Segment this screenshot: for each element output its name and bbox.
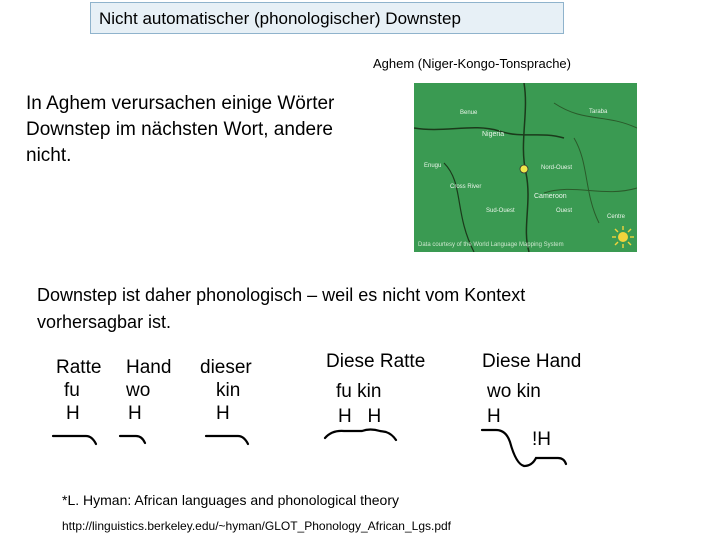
map-label-enugu: Enugu bbox=[424, 163, 442, 169]
phrase-diese-ratte-tones: H H bbox=[338, 406, 382, 427]
map-label-nord-ouest: Nord-Ouest bbox=[541, 165, 573, 171]
sun-logo-icon bbox=[612, 226, 634, 248]
phrase-diese-ratte-gloss: fu kin bbox=[336, 381, 382, 402]
word-ratte: Ratte bbox=[56, 357, 102, 378]
tone-hand: H bbox=[128, 403, 142, 424]
phrase-diese-hand-tone-high: H bbox=[487, 406, 501, 427]
tone-ratte: H bbox=[66, 403, 80, 424]
slide-title: Nicht automatischer (phonologischer) Downstep bbox=[90, 2, 564, 34]
tone-contour-diese-ratte bbox=[322, 424, 402, 444]
word-hand: Hand bbox=[126, 357, 172, 378]
language-map bbox=[414, 83, 637, 252]
map-caption: Aghem (Niger-Kongo-Tonsprache) bbox=[373, 56, 571, 71]
map-credit: Data courtesy of the World Language Mapping System bbox=[418, 242, 564, 248]
phrase-diese-hand: Diese Hand bbox=[482, 351, 582, 372]
gloss-fu: fu bbox=[64, 380, 80, 401]
tone-contour-dieser bbox=[204, 430, 254, 450]
phrase-diese-ratte: Diese Ratte bbox=[326, 351, 426, 372]
reference: *L. Hyman: African languages and phonological theory bbox=[62, 492, 399, 508]
intro-text: In Aghem verursachen einige Wörter Downstep im nächsten Wort, andere nicht. bbox=[26, 93, 335, 166]
tone-contour-hand bbox=[118, 430, 148, 450]
map-label-cameroon: Cameroon bbox=[534, 193, 567, 200]
map-label-sud-ouest: Sud-Ouest bbox=[486, 208, 515, 214]
tone-dieser: H bbox=[216, 403, 230, 424]
word-dieser: dieser bbox=[200, 357, 252, 378]
phrase-diese-hand-tone-downstep: !H bbox=[532, 429, 551, 450]
gloss-kin: kin bbox=[216, 380, 241, 401]
map-label-cross-river: Cross River bbox=[450, 184, 482, 190]
map-label-ouest: Ouest bbox=[556, 208, 573, 214]
map-label-centre: Centre bbox=[607, 214, 626, 220]
gloss-wo: wo bbox=[126, 380, 151, 401]
map-label-taraba: Taraba bbox=[589, 109, 608, 115]
map-label-nigeria: Nigeria bbox=[482, 131, 505, 138]
tone-contour-ratte bbox=[50, 430, 100, 450]
tone-contour-diese-hand bbox=[480, 424, 570, 472]
explanation-text: Downstep ist daher phonologisch – weil es nicht vom Kontext vorhersagbar ist. bbox=[37, 285, 526, 332]
map-label-benue: Benue bbox=[460, 110, 478, 116]
phrase-diese-hand-gloss: wo kin bbox=[487, 381, 541, 402]
reference-url[interactable]: http://linguistics.berkeley.edu/~hyman/GLOT_Phonology_African_Lgs.pdf bbox=[62, 519, 452, 533]
